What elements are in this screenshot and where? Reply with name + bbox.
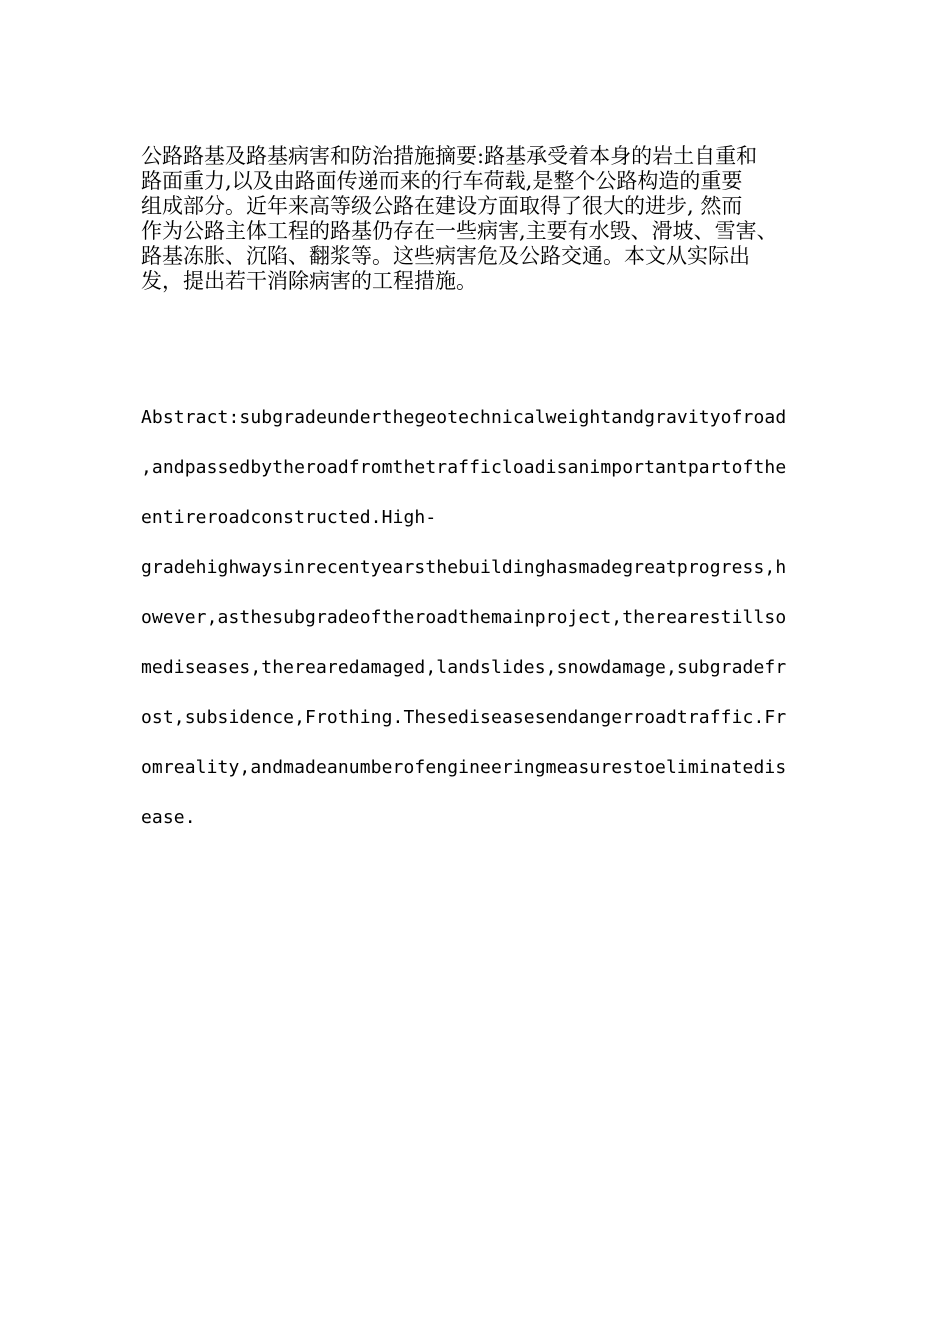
english-abstract — [141, 393, 821, 843]
english-abstract-line: gradehighwaysinrecentyearsthebuildinghasmadegreatprogress,h — [141, 557, 787, 578]
english-abstract-line: owever,asthesubgradeoftheroadthemainproject,therearestillso — [141, 607, 787, 628]
english-abstract-line: ease. — [141, 807, 196, 828]
chinese-abstract — [141, 144, 821, 294]
chinese-abstract-line: 公路路基及路基病害和防治措施摘要:路基承受着本身的岩土自重和 — [141, 144, 758, 168]
chinese-abstract-line: 路基冻胀、沉陷、翻浆等。这些病害危及公路交通。本文从实际出 — [141, 244, 750, 268]
english-abstract-line: entireroadconstructed.High- — [141, 507, 437, 528]
chinese-abstract-line: 组成部分。近年来高等级公路在建设方面取得了很大的进步, 然而 — [141, 194, 743, 218]
english-abstract-line: mediseases,therearedamaged,landslides,snowdamage,subgradefr — [141, 657, 787, 678]
chinese-abstract-line: 发，提出若干消除病害的工程措施。 — [141, 269, 477, 293]
chinese-abstract-line: 作为公路主体工程的路基仍存在一些病害,主要有水毁、滑坡、雪害、 — [141, 219, 778, 243]
english-abstract-line: Abstract:subgradeunderthegeotechnicalweightandgravityofroad — [141, 407, 787, 428]
chinese-abstract-line: 路面重力,以及由路面传递而来的行车荷载,是整个公路构造的重要 — [141, 169, 743, 193]
english-abstract-line: ost,subsidence,Frothing.Thesediseasesendangerroadtraffic.Fr — [141, 707, 787, 728]
english-abstract-line: omreality,andmadeanumberofengineeringmeasurestoeliminatedis — [141, 757, 787, 778]
english-abstract-line: ,andpassedbytheroadfromthetrafficloadisanimportantpartofthe — [141, 457, 787, 478]
